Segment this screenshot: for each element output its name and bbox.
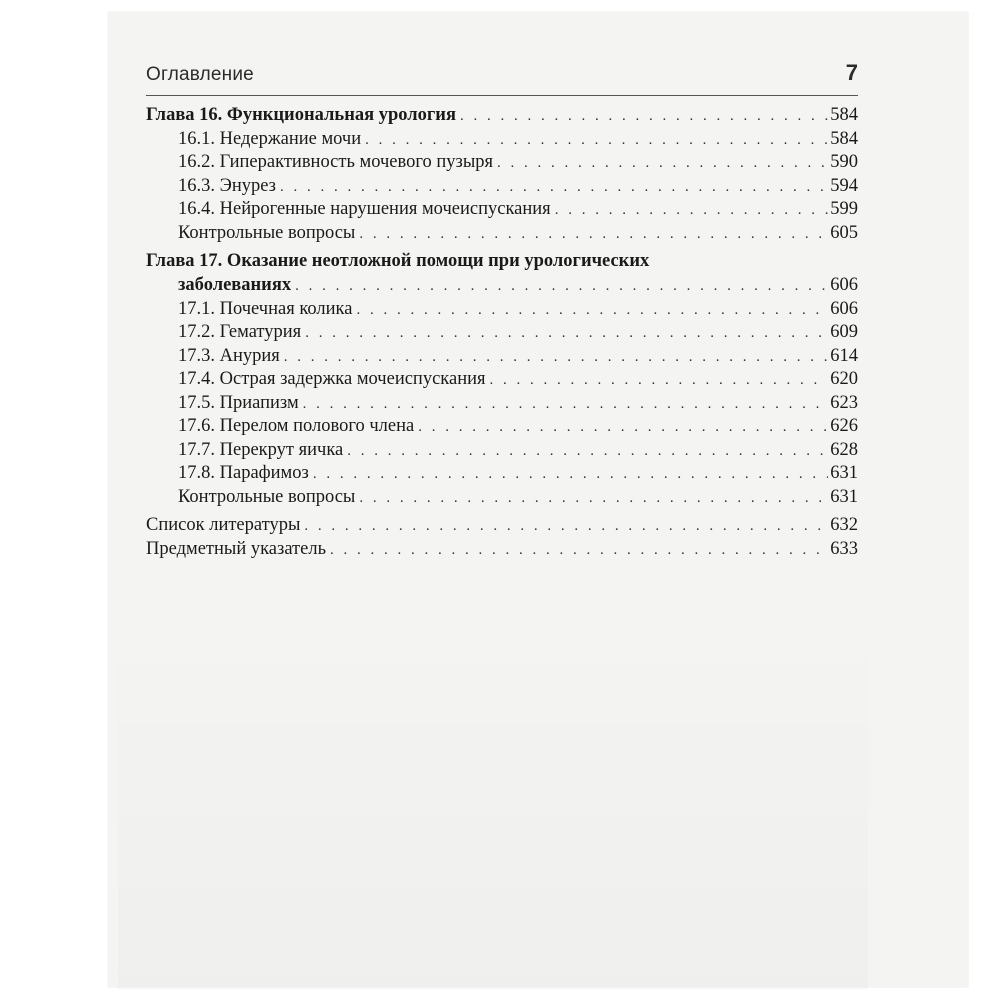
toc-entry-page: 633	[830, 538, 858, 559]
toc-item[interactable]	[146, 439, 858, 463]
toc-item[interactable]	[146, 415, 858, 439]
leader-dots	[497, 152, 828, 176]
toc-item[interactable]	[146, 175, 858, 199]
toc-entry-page: 626	[830, 416, 858, 436]
toc-item[interactable]	[146, 198, 858, 222]
toc-entry-page: 584	[830, 105, 858, 125]
toc-item[interactable]	[146, 486, 858, 510]
toc-entry-title: 16.1. Недержание мочи	[178, 128, 362, 149]
toc-entry-page: 628	[830, 439, 858, 460]
toc-subject-index[interactable]	[146, 538, 858, 562]
leader-dots	[555, 199, 829, 223]
toc-entry-title: 17.3. Анурия	[178, 345, 280, 366]
header-title: Оглавление	[146, 64, 254, 85]
toc-entry-title: 17.1. Почечная колика	[178, 298, 353, 319]
toc-entry-page: 590	[830, 152, 858, 172]
toc-entry-page: 584	[830, 128, 858, 149]
toc-entry-title: 17.8. Парафимоз	[178, 463, 309, 483]
toc-entry-title: 17.6. Перелом полового члена	[178, 416, 415, 436]
toc-item[interactable]	[146, 128, 858, 152]
toc-entry-page: 623	[830, 392, 858, 413]
toc-entry-title: Глава 16. Функциональная урология	[146, 105, 456, 125]
toc-entry-page: 606	[830, 275, 858, 295]
toc-entry-title: Контрольные вопросы	[178, 222, 356, 243]
leader-dots	[330, 539, 828, 563]
toc-entry-title: 17.5. Приапизм	[178, 392, 299, 413]
table-of-contents	[146, 104, 858, 561]
toc-entry-page: 631	[830, 463, 858, 483]
toc-entry-title: Список литературы	[146, 515, 301, 535]
header-rule	[146, 95, 858, 96]
toc-entry-page: 609	[830, 322, 858, 342]
toc-item[interactable]	[146, 151, 858, 175]
running-header	[146, 60, 858, 92]
leader-dots	[295, 275, 828, 299]
leader-dots	[313, 463, 828, 487]
toc-item[interactable]	[146, 462, 858, 486]
toc-entry-title: 16.3. Энурез	[178, 175, 276, 196]
toc-chapter-17-line2[interactable]	[146, 274, 858, 298]
leader-dots	[359, 487, 828, 511]
toc-entry-title: Контрольные вопросы	[178, 486, 356, 507]
toc-entry-title: Предметный указатель	[146, 538, 327, 559]
page-number: 7	[845, 60, 858, 85]
leader-dots	[460, 105, 828, 129]
toc-entry-page: 632	[830, 515, 858, 535]
toc-entry-page: 605	[830, 222, 858, 243]
toc-entry-page: 614	[830, 345, 858, 366]
leader-dots	[418, 416, 828, 440]
toc-item[interactable]	[146, 298, 858, 322]
leader-dots	[365, 129, 828, 153]
toc-chapter-16[interactable]	[146, 104, 858, 128]
leader-dots	[305, 322, 828, 346]
toc-entry-title: 16.2. Гиперактивность мочевого пузыря	[178, 152, 494, 172]
leader-dots	[359, 223, 828, 247]
toc-entry-title: 17.4. Острая задержка мочеиспускания	[178, 369, 486, 389]
leader-dots	[284, 346, 828, 370]
toc-entry-page: 599	[830, 199, 858, 219]
toc-entry-page: 594	[830, 175, 858, 196]
toc-entry-title: 16.4. Нейрогенные нарушения мочеиспускания	[178, 199, 551, 219]
leader-dots	[304, 515, 828, 539]
toc-entry-page: 606	[830, 298, 858, 319]
toc-item[interactable]	[146, 368, 858, 392]
leader-dots	[490, 369, 829, 393]
leader-dots	[347, 440, 828, 464]
toc-entry-title: Глава 17. Оказание неотложной помощи при урологических	[146, 251, 650, 271]
toc-entry-title: 17.2. Гематурия	[178, 322, 302, 342]
toc-entry-page: 620	[830, 369, 858, 389]
leader-dots	[280, 176, 828, 200]
toc-item[interactable]	[146, 222, 858, 246]
toc-item[interactable]	[146, 345, 858, 369]
toc-item[interactable]	[146, 392, 858, 416]
leader-dots	[356, 299, 828, 323]
show-through-text	[118, 600, 868, 990]
toc-entry-title: заболеваниях	[178, 275, 292, 295]
toc-entry-page: 631	[830, 486, 858, 507]
toc-item[interactable]	[146, 321, 858, 345]
toc-chapter-17-line1[interactable]	[146, 250, 858, 274]
toc-entry-title: 17.7. Перекрут яичка	[178, 439, 344, 460]
toc-references[interactable]	[146, 514, 858, 538]
leader-dots	[303, 393, 829, 417]
